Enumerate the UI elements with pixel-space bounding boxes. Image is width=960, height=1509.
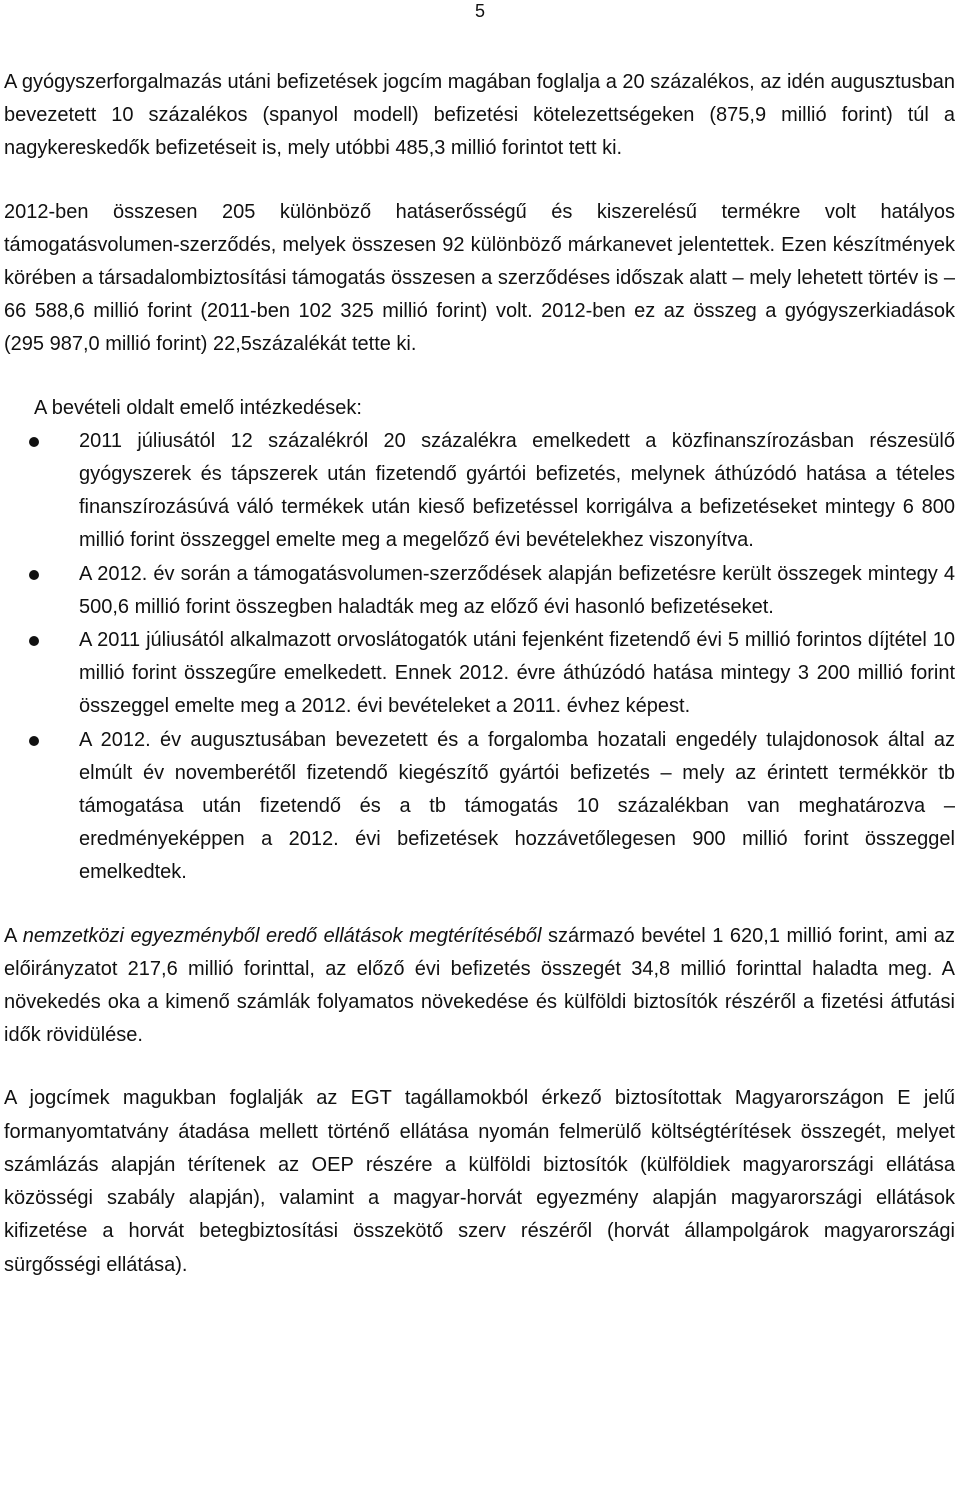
bullet-icon	[29, 636, 39, 646]
list-item	[4, 624, 955, 724]
paragraph-volume-contracts: 2012-ben összesen 205 különböző hatáserősségű és kiszerelésű termékre volt hatályos támogatásvolumen-szerződés, melyek összesen 92 különböző márkanevet jelentettek. Ezen készítmények körében a társadalombiztosítási támogatás összesen a szerződéses időszak alatt – mely lehetett törtév is – 66 588,6 millió forint (2011-ben 102 325 millió forint) volt. 2012-ben ez az összeg a gyógyszerkiadások (295 987,0 millió forint) 22,5százalékát tette ki.	[4, 200, 955, 356]
list-item-text: A 2012. év során a támogatásvolumen-szerződések alapján befizetésre került összegek mintegy 4 500,6 millió forint összegben haladták meg az előző évi hasonló befizetéseket.	[79, 562, 955, 618]
p4-lead: A	[4, 924, 23, 947]
list-item-text: 2011 júliusától 12 százalékról 20 százalékra emelkedett a közfinanszírozásban részesülő gyógyszerek és tápszerek után fizetendő gyártói befizetés, melynek áthúzódó hatása a tételes finanszírozásúvá váló termékek után kieső befizetéssel korrigálva a befizetéseket mintegy 6 800 millió forint összeggel emelte meg a megelőző évi bevételekhez viszonyítva.	[79, 429, 955, 552]
list-item	[4, 724, 955, 890]
page-number: 5	[474, 1, 485, 21]
paragraph-drug-distribution-payments: A gyógyszerforgalmazás utáni befizetések jogcím magában foglalja a 20 százalékos, az idén augusztusban bevezetett 10 százalékos (spanyol modell) befizetési kötelezettségeken (875,9 millió forint) túl a nagykereskedők befizetéseit is, mely utóbbi 485,3 millió forintot tett ki.	[4, 71, 955, 160]
p4-italic-term: nemzetközi egyezményből eredő ellátások megtérítéséből	[22, 924, 542, 947]
document-body	[4, 66, 955, 1282]
paragraph-eea-reimbursement: A jogcímek magukban foglalják az EGT tagállamokból érkező biztosítottak Magyarországon E jelű formanyomtatvány átadása mellett történő ellátása nyomán felmerülő költségtérítések összegét, melyet számlázás alapján térítenek az OEP részére a külföldi biztosítók (külföldiek magyarországi ellátása közösségi szabály alapján), valamint a magyar-horvát egyezmény alapján magyarországi ellátások kifizetése a horvát betegbiztosítási összekötő szerv részéről (horvát állampolgárok magyarországi sürgősségi ellátása).	[4, 1087, 955, 1276]
list-item-text: A 2012. év augusztusában bevezetett és a forgalomba hozatali engedély tulajdonosok által az elmúlt év novemberétől fizetendő kiegészítő gyártói befizetés – mely az érintett termékkör tb támogatása után fizetendő és a tb támogatás 10 százalékban van meghatározva – eredményeképpen a 2012. évi befizetések hozzávetőlegesen 900 millió forint összeggel emelkedtek.	[79, 728, 955, 884]
bullet-icon	[29, 437, 39, 447]
list-item-text: A 2011 júliusától alkalmazott orvoslátogatók utáni fejenként fizetendő évi 5 millió forintos díjtétel 10 millió forint összegűre emelkedett. Ennek 2012. évre áthúzódó hatása mintegy 3 200 millió forint összeggel emelte meg a 2012. évi bevételeket a 2011. évhez képest.	[79, 629, 955, 718]
list-item	[4, 425, 955, 558]
revenue-measures-heading: A bevételi oldalt emelő intézkedések:	[34, 396, 362, 419]
revenue-measures-list	[4, 425, 955, 890]
bullet-icon	[29, 570, 39, 580]
p4-rest: származó bevétel 1 620,1 millió forint, ami az előirányzatot 217,6 millió forinttal, az előző évi befizetés összegét 34,8 millió forinttal haladta meg. A növekedés oka a kimenő számlák folyamatos növekedése és külföldi biztosítók részéről a fizetési átfutási idők rövidülése.	[4, 924, 956, 1047]
bullet-icon	[29, 736, 39, 746]
paragraph-international-agreements	[4, 920, 955, 1053]
list-item	[4, 558, 955, 624]
